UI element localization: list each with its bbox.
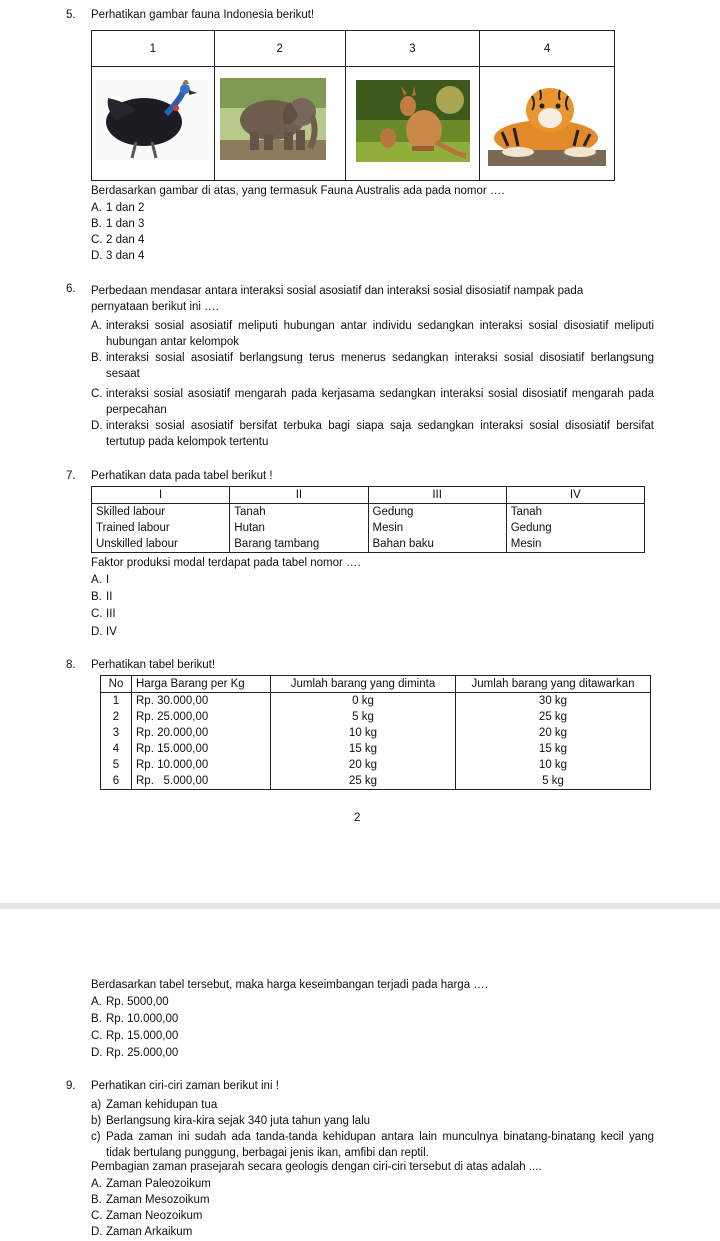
table-cell: 3: [101, 725, 132, 741]
q8-option-d[interactable]: D. Rp. 25.000,00: [91, 1047, 179, 1059]
q5-question: Berdasarkan gambar di atas, yang termasuk Fauna Australis ada pada nomor ….: [91, 185, 505, 197]
q6-number: 6.: [66, 283, 76, 295]
table-cell: 20 kg: [271, 757, 456, 773]
table-cell: Rp. 10.000,00: [132, 757, 271, 773]
table-cell: Rp. 25.000,00: [132, 709, 271, 725]
table-cell: 15 kg: [271, 741, 456, 757]
q9-prompt: Perhatikan ciri-ciri zaman berikut ini !: [91, 1080, 279, 1092]
table-cell: Hutan: [230, 520, 368, 536]
q6-option-a[interactable]: A. interaksi sosial asosiatif meliputi hubungan antar individu sedangkan interaksi sosial disosiatif meliputi hubungan antar kelompok: [91, 320, 654, 348]
q8-header-price: Harga Barang per Kg: [132, 676, 271, 693]
table-cell: 20 kg: [456, 725, 651, 741]
q7-option-a[interactable]: A. I: [91, 574, 110, 586]
q7-header-3: III: [368, 487, 506, 504]
table-cell: 0 kg: [271, 693, 456, 710]
table-cell: Mesin: [368, 520, 506, 536]
q6-option-d[interactable]: D. interaksi sosial asosiatif bersifat terbuka bagi siapa saja sedangkan interaksi sosial disosiatif bersifat tertutup pada kelompok tertentu: [91, 420, 654, 448]
table-cell: 10 kg: [271, 725, 456, 741]
q7-header-1: I: [92, 487, 230, 504]
q8-question: Berdasarkan tabel tersebut, maka harga keseimbangan terjadi pada harga ….: [91, 979, 488, 991]
table-cell: Rp. 20.000,00: [132, 725, 271, 741]
q5-option-a[interactable]: A. 1 dan 2: [91, 202, 145, 214]
q7-option-d[interactable]: D. IV: [91, 626, 117, 638]
table-cell: Rp. 15.000,00: [132, 741, 271, 757]
fauna-header-1: 1: [92, 31, 215, 67]
table-cell: Unskilled labour: [92, 536, 230, 553]
q9-question: Pembagian zaman prasejarah secara geologis dengan ciri-ciri tersebut di atas adalah ....: [91, 1161, 542, 1173]
fauna-header-3: 3: [345, 31, 480, 67]
q7-option-b[interactable]: B. II: [91, 591, 113, 603]
fauna-header-4: 4: [480, 31, 615, 67]
table-cell: Trained labour: [92, 520, 230, 536]
tiger-image: [488, 80, 606, 166]
q8-option-b[interactable]: B. Rp. 10.000,00: [91, 1013, 179, 1025]
table-cell: 5 kg: [271, 709, 456, 725]
q8-header-no: No: [101, 676, 132, 693]
q6-prompt: Perbedaan mendasar antara interaksi sosial asosiatif dan interaksi sosial disosiatif nampak pada pernyataan berikut ini ….: [91, 285, 584, 313]
table-cell: 25 kg: [456, 709, 651, 725]
fauna-header-2: 2: [214, 31, 345, 67]
table-cell: 25 kg: [271, 773, 456, 790]
cassowary-image: [96, 80, 208, 160]
page-number: 2: [354, 812, 361, 824]
table-cell: 30 kg: [456, 693, 651, 710]
table-cell: 5 kg: [456, 773, 651, 790]
table-cell: 2: [101, 709, 132, 725]
q9-option-c[interactable]: C. Zaman Neozoikum: [91, 1210, 203, 1222]
q8-prompt: Perhatikan tabel berikut!: [91, 659, 216, 671]
q6-option-c[interactable]: C. interaksi sosial asosiatif mengarah pada kerjasama sedangkan interaksi sosial disosiatif mengarah pada perpecahan: [91, 388, 654, 416]
q6-option-b[interactable]: B. interaksi sosial asosiatif berlangsung terus menerus sedangkan interaksi sosial disosiatif berlangsung sesaat: [91, 352, 654, 380]
q8-header-demand: Jumlah barang yang diminta: [271, 676, 456, 693]
kangaroo-image: [356, 80, 470, 162]
table-cell: Rp. 5.000,00: [132, 773, 271, 790]
q9-item-c: c) Pada zaman ini sudah ada tanda-tanda kehidupan antara lain munculnya binatang-binatang kecil yang tidak bertulang punggung, berbagai jenis ikan, amfibi dan reptil.: [91, 1131, 654, 1159]
table-cell: 15 kg: [456, 741, 651, 757]
q5-option-c[interactable]: C. 2 dan 4: [91, 234, 145, 246]
q9-option-a[interactable]: A. Zaman Paleozoikum: [91, 1178, 211, 1190]
q5-option-b[interactable]: B. 1 dan 3: [91, 218, 145, 230]
elephant-image: [220, 78, 326, 160]
q8-header-supply: Jumlah barang yang ditawarkan: [456, 676, 651, 693]
table-cell: Barang tambang: [230, 536, 368, 553]
table-cell: 10 kg: [456, 757, 651, 773]
q8-table: [100, 675, 651, 790]
table-cell: 5: [101, 757, 132, 773]
table-cell: 1: [101, 693, 132, 710]
q7-option-c[interactable]: C. III: [91, 608, 116, 620]
table-cell: Tanah: [506, 504, 644, 521]
q9-item-a: a) Zaman kehidupan tua: [91, 1099, 218, 1111]
table-cell: Gedung: [506, 520, 644, 536]
q5-number: 5.: [66, 9, 76, 21]
q9-number: 9.: [66, 1080, 76, 1092]
q7-number: 7.: [66, 470, 76, 482]
q9-option-b[interactable]: B. Zaman Mesozoikum: [91, 1194, 210, 1206]
table-cell: Tanah: [230, 504, 368, 521]
q8-number: 8.: [66, 659, 76, 671]
q9-item-b: b) Berlangsung kira-kira sejak 340 juta tahun yang lalu: [91, 1115, 371, 1127]
table-cell: Rp. 30.000,00: [132, 693, 271, 710]
q7-question: Faktor produksi modal terdapat pada tabel nomor ….: [91, 557, 361, 569]
table-cell: Gedung: [368, 504, 506, 521]
table-cell: 6: [101, 773, 132, 790]
page-break: [0, 903, 720, 909]
q5-prompt: Perhatikan gambar fauna Indonesia berikut!: [91, 9, 315, 21]
table-cell: Bahan baku: [368, 536, 506, 553]
q7-header-2: II: [230, 487, 368, 504]
q7-prompt: Perhatikan data pada tabel berikut !: [91, 470, 273, 482]
table-cell: Skilled labour: [92, 504, 230, 521]
q7-header-4: IV: [506, 487, 644, 504]
table-cell: Mesin: [506, 536, 644, 553]
q5-option-d[interactable]: D. 3 dan 4: [91, 250, 145, 262]
q8-option-c[interactable]: C. Rp. 15.000,00: [91, 1030, 179, 1042]
table-cell: 4: [101, 741, 132, 757]
q8-option-a[interactable]: A. Rp. 5000,00: [91, 996, 169, 1008]
q9-option-d[interactable]: D. Zaman Arkaikum: [91, 1226, 193, 1238]
q7-table: [91, 486, 645, 553]
